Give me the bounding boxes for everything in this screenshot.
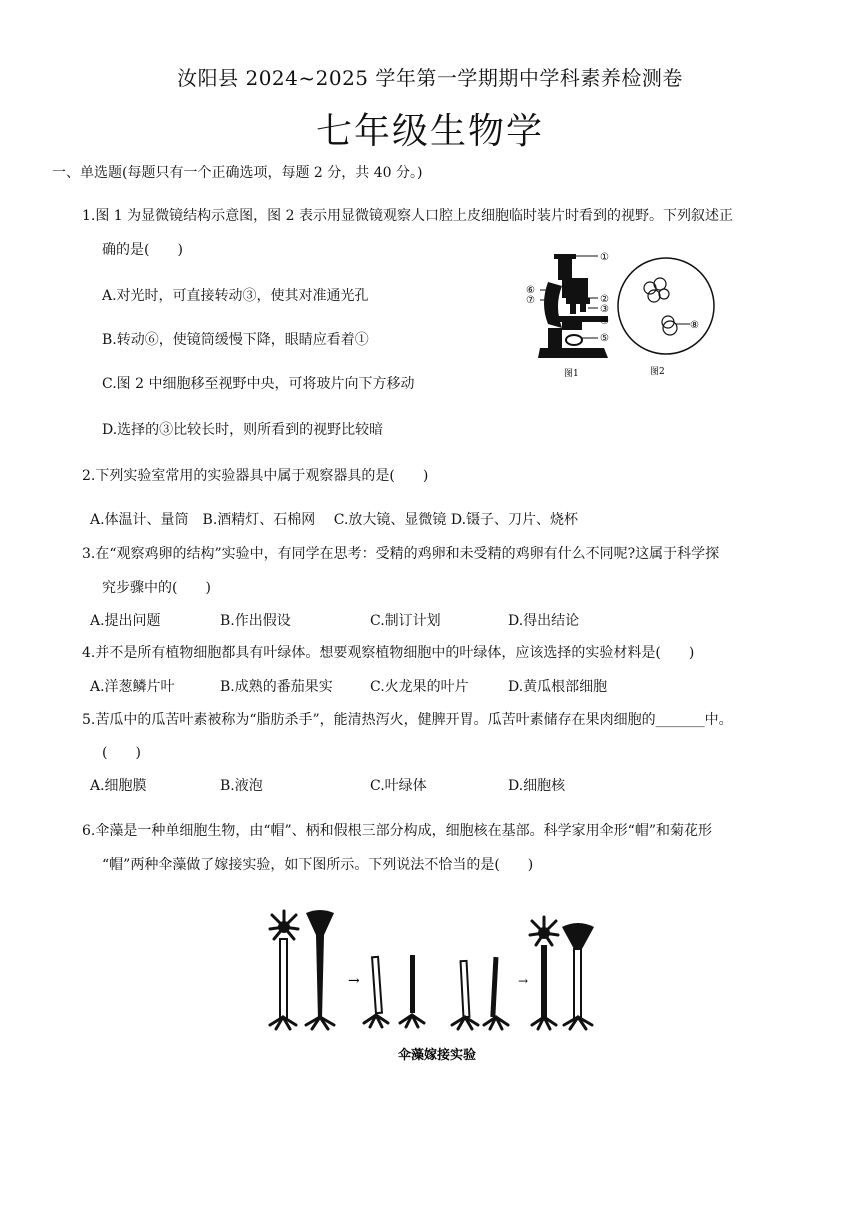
arrow-right-2: → — [518, 974, 529, 988]
q2-options: A.体温计、量筒 B.酒精灯、石棉网 C.放大镜、显微镜 D.镊子、刀片、烧杯 — [90, 512, 579, 528]
q1-stem-line2: 确的是( ) — [102, 242, 183, 258]
algae-grafted-1 — [452, 961, 478, 1029]
graft-figure-caption: 伞藻嫁接实验 — [397, 1048, 477, 1063]
label-1: ① — [600, 252, 609, 263]
label-4: ④ — [600, 316, 609, 327]
algae-result-chrysanthemum — [530, 917, 558, 1029]
q5-option-d: D.细胞核 — [508, 778, 566, 794]
q1-option-b: B.转动⑥，使镜筒缓慢下降，眼睛应看着① — [102, 332, 369, 348]
q3-option-b: B.作出假设 — [220, 613, 291, 629]
label-7: ⑦ — [526, 295, 535, 306]
algae-umbrella-cap-original — [306, 910, 334, 1029]
q5-option-c: C.叶绿体 — [370, 778, 427, 794]
label-6: ⑥ — [526, 285, 535, 296]
q3-option-d: D.得出结论 — [508, 613, 580, 629]
acetabularia-graft-figure — [262, 905, 612, 1070]
label-3: ③ — [600, 304, 609, 315]
q4-option-b: B.成熟的番茄果实 — [220, 679, 333, 695]
q3-option-a: A.提出问题 — [90, 613, 161, 629]
q6-stem-line1: 6.伞藻是一种单细胞生物，由“帽”、柄和假根三部分构成，细胞核在基部。科学家用伞形“帽”和菊花形 — [82, 823, 712, 839]
q1-stem-line1: 1.图 1 为显微镜结构示意图，图 2 表示用显微镜观察人口腔上皮细胞临时装片时看到的视野。下列叙述正 — [82, 208, 733, 224]
algae-chrysanthemum-cap-original — [270, 911, 298, 1029]
subject-title: 七年级生物学 — [315, 111, 544, 152]
microscope-figure — [518, 244, 718, 380]
exam-title: 汝阳县 2024~2025 学年第一学期期中学科素养检测卷 — [177, 66, 683, 90]
q1-option-a: A.对光时，可直接转动③，使其对准通光孔 — [102, 288, 369, 304]
algae-cut-stalk-1 — [364, 957, 388, 1027]
label-8: ⑧ — [690, 320, 699, 331]
q1-option-c: C.图 2 中细胞移至视野中央，可将玻片向下方移动 — [102, 376, 415, 392]
q5-stem-line2: ( ) — [102, 745, 141, 761]
q3-stem-line2: 究步骤中的( ) — [102, 580, 211, 596]
q3-stem-line1: 3.在“观察鸡卵的结构”实验中，有同学在思考：受精的鸡卵和未受精的鸡卵有什么不同呢?这属于科学探 — [82, 546, 720, 562]
algae-grafted-2 — [484, 957, 508, 1029]
q5-option-b: B.液泡 — [220, 778, 263, 794]
arrow-right: → — [348, 973, 360, 989]
fig2-caption: 图2 — [650, 367, 665, 377]
q5-stem-line1: 5.苦瓜中的瓜苦叶素被称为“脂肪杀手”，能清热泻火，健脾开胃。瓜苦叶素储存在果肉细胞的_______中。 — [82, 712, 733, 728]
q5-option-a: A.细胞膜 — [90, 778, 147, 794]
algae-cut-stalk-2 — [400, 955, 424, 1027]
q4-option-d: D.黄瓜根部细胞 — [508, 679, 608, 695]
q2-stem: 2.下列实验室常用的实验器具中属于观察器具的是( ) — [82, 468, 429, 484]
q1-option-d: D.选择的③比较长时，则所看到的视野比较暗 — [102, 422, 384, 438]
label-5: ⑤ — [600, 333, 609, 344]
section-heading: 一、单选题(每题只有一个正确选项，每题 2 分，共 40 分。) — [52, 165, 423, 181]
q3-option-c: C.制订计划 — [370, 613, 441, 629]
q4-option-a: A.洋葱鳞片叶 — [90, 679, 175, 695]
q4-option-c: C.火龙果的叶片 — [370, 679, 469, 695]
q4-stem: 4.并不是所有植物细胞都具有叶绿体。想要观察植物细胞中的叶绿体，应该选择的实验材料是( ) — [82, 645, 695, 661]
algae-result-umbrella — [562, 923, 594, 1029]
label-2: ② — [600, 294, 609, 305]
q6-stem-line2: “帽”两种伞藻做了嫁接实验，如下图所示。下列说法不恰当的是( ) — [102, 857, 534, 873]
fig1-caption: 图1 — [564, 369, 579, 379]
